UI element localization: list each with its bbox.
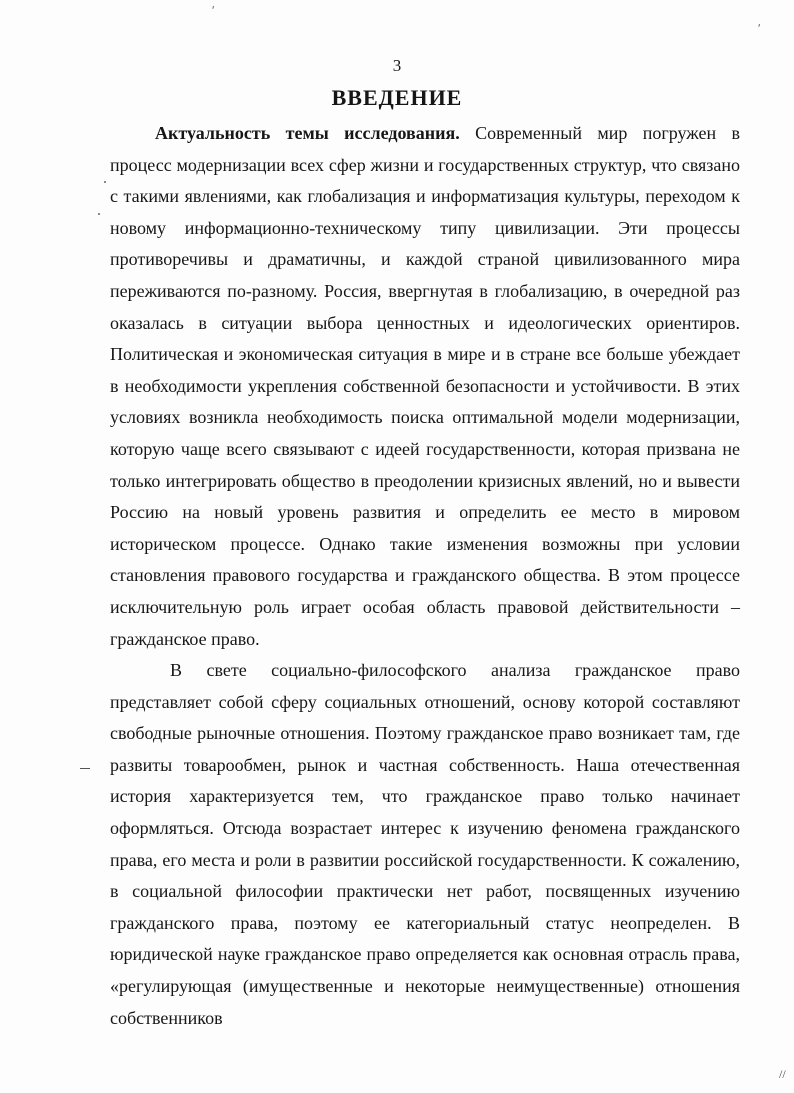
page-title: ВВЕДЕНИЕ: [331, 85, 463, 110]
scan-mark-top: ʹ: [212, 3, 215, 17]
paragraph-text: В свете социально-философского анализа гражданское право представляет собой сферу социальных отношений, основу которой составляют свободные рыночные отношения. Поэтому гражданское право возникает там, где развиты товарообмен, рынок и частная собственность. Наша отечественная история характеризуется тем, что гражданское право только начинает оформляться. Отсюда возрастает интерес к изучению феномена гражданского права, его места и роли в развитии российской государственности. К сожалению, в социальной философии практически нет работ, посвященных изучению гражданского права, поэтому ее категориальный статус неопределен. В юридической науке гражданское право определяется как основная отрасль права, «регулирующая (имущественные и некоторые неимущественные) отношения собственников: [110, 660, 740, 1028]
page-number: 3: [392, 56, 402, 75]
document-body: [110, 118, 740, 1034]
paragraph-civil-law: [110, 655, 740, 1034]
scan-speck: [104, 181, 106, 183]
scan-dash-mark: [80, 768, 90, 769]
scan-mark-top-right: ʹ: [758, 21, 761, 35]
paragraph-text: Современный мир погружен в процесс модернизации всех сфер жизни и государственных структур, что связано с такими явлениями, как глобализация и информатизация культуры, переходом к новому информационно-техническому типу цивилизации. Эти процессы противоречивы и драматичны, и каждой страной цивилизованного мира переживаются по-разному. Россия, ввергнутая в глобализацию, в очередной раз оказалась в ситуации выбора ценностных и идеологических ориентиров. Политическая и экономическая ситуация в мире и в стране все больше убеждает в необходимости укрепления собственной безопасности и устойчивости. В этих условиях возникла необходимость поиска оптимальной модели модернизации, которую чаще всего связывают с идеей государственности, которая призвана не только интегрировать общество в преодолении кризисных явлений, но и вывести Россию на новый уровень развития и определить ее место в мировом историческом процессе. Однако такие изменения возможны при условии становления правового государства и гражданского общества. В этом процессе исключительную роль играет особая область правовой действительности – гражданское право.: [110, 123, 740, 649]
paragraph-lead: Актуальность темы исследования.: [155, 123, 460, 143]
paragraph-relevance: [110, 118, 740, 655]
scan-speck: [98, 213, 100, 215]
scan-mark-bottom-right: //: [779, 1067, 786, 1081]
